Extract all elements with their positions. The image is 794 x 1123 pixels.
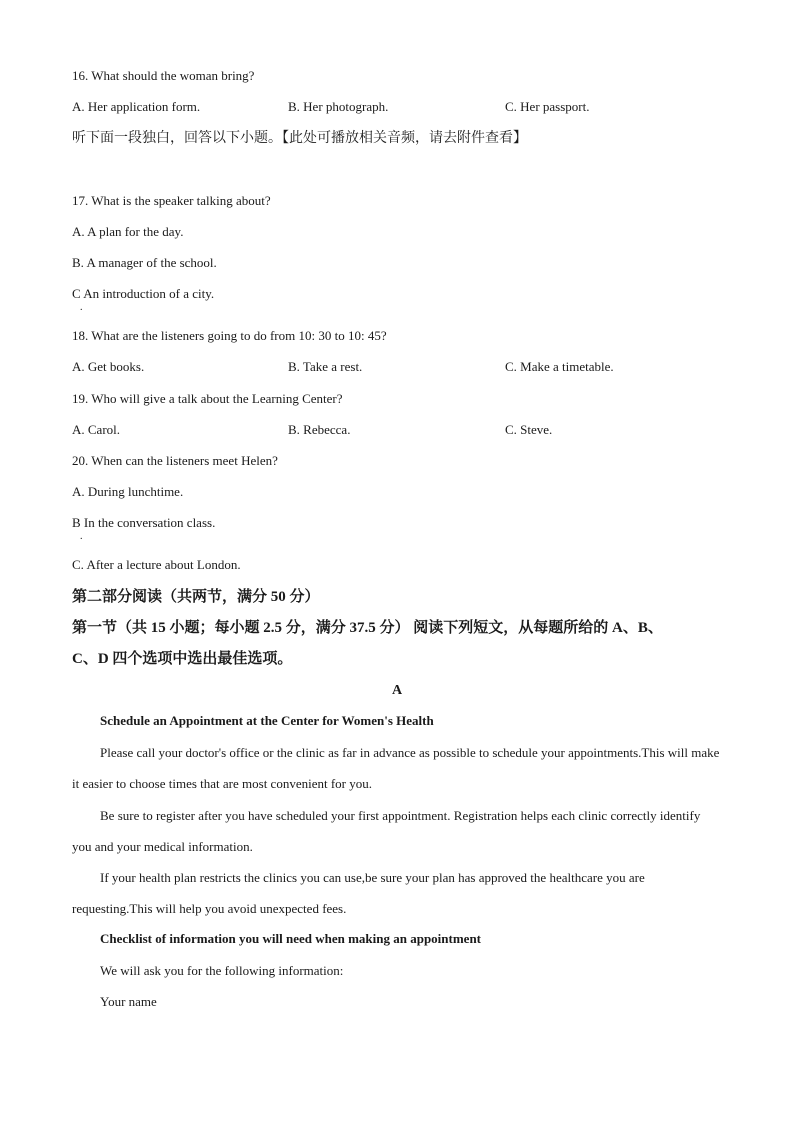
passage-title: Schedule an Appointment at the Center for Women's Health [100,713,434,728]
section1-instruction-line2: C、D 四个选项中选出最佳选项。 [72,651,293,667]
section-heading: 第二部分阅读（共两节，满分 50 分） [72,589,320,605]
period-mark: . [80,531,83,542]
q19-option-a: A. Carol. [72,422,121,437]
q16-option-b: B. Her photograph. [288,99,389,114]
q18-question: 18. What are the listeners going to do from 10: 30 to 10: 45? [72,328,387,343]
passage-paragraph-1: Please call your doctor's office or the clinic as far in advance as possible to schedule your appointments.This will make it easier to choose times that are most convenient for you. [72,745,720,791]
q19-option-b: B. Rebecca. [288,422,351,437]
passage-label: A [391,683,403,698]
q20-question: 20. When can the listeners meet Helen? [72,453,278,468]
q17-option-c: C An introduction of a city. [72,286,215,301]
q19-option-c: C. Steve. [505,422,553,437]
q17-option-b: B. A manager of the school. [72,255,217,270]
period-mark: . [80,302,83,313]
q19-question: 19. Who will give a talk about the Learning Center? [72,391,343,406]
checklist-intro: We will ask you for the following information: [100,963,344,978]
q18-option-c: C. Make a timetable. [505,359,614,374]
q20-option-c: C. After a lecture about London. [72,557,241,572]
checklist-heading: Checklist of information you will need when making an appointment [100,931,482,946]
q18-option-a: A. Get books. [72,359,145,374]
passage-paragraph-3: If your health plan restricts the clinics you can use,be sure your plan has approved the healthcare you are requesting.This will help you avoid unexpected fees. [72,870,645,916]
q16-option-a: A. Her application form. [72,99,201,114]
audio-instruction: 听下面一段独白，回答以下小题。【此处可播放相关音频，请去附件查看】 [72,131,527,146]
section1-instruction-line1: 第一节（共 15 小题；每小题 2.5 分，满分 37.5 分） 阅读下列短文，从每题所给的 A、B、 [72,620,663,636]
q16-question: 16. What should the woman bring? [72,68,255,83]
q20-option-b: B In the conversation class. [72,515,216,530]
q16-option-c: C. Her passport. [505,99,590,114]
q18-option-b: B. Take a rest. [288,359,363,374]
checklist-item-name: Your name [100,994,157,1009]
q20-option-a: A. During lunchtime. [72,484,184,499]
q17-option-a: A. A plan for the day. [72,224,184,239]
q17-question: 17. What is the speaker talking about? [72,193,271,208]
passage-paragraph-2: Be sure to register after you have scheduled your first appointment. Registration helps each clinic correctly identify you and your medical information. [72,808,701,854]
